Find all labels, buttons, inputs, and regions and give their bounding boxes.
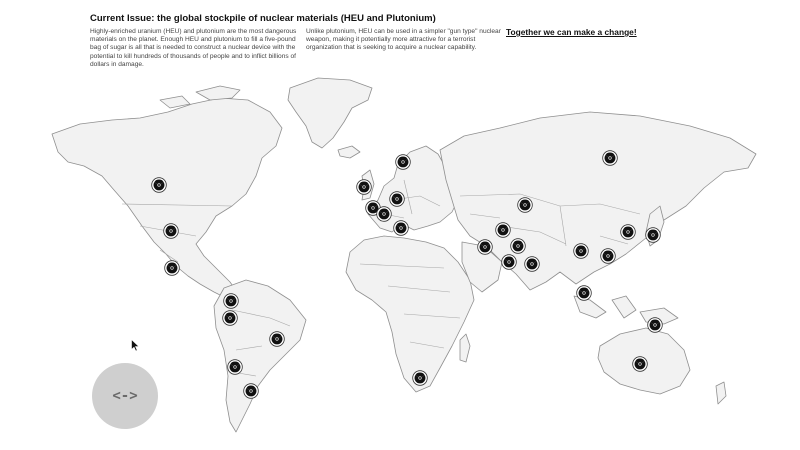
radiation-trefoil-icon bbox=[412, 370, 428, 386]
radiation-marker[interactable] bbox=[376, 206, 392, 222]
left-right-arrows-icon: <-> bbox=[112, 388, 138, 404]
radiation-trefoil-icon bbox=[600, 248, 616, 264]
radiation-trefoil-icon bbox=[602, 150, 618, 166]
map-pan-button[interactable] bbox=[92, 363, 158, 429]
radiation-marker[interactable] bbox=[477, 239, 493, 255]
radiation-marker[interactable] bbox=[517, 197, 533, 213]
radiation-trefoil-icon bbox=[223, 293, 239, 309]
radiation-trefoil-icon bbox=[477, 239, 493, 255]
radiation-marker[interactable] bbox=[632, 356, 648, 372]
radiation-marker[interactable] bbox=[647, 317, 663, 333]
radiation-trefoil-icon bbox=[389, 191, 405, 207]
radiation-trefoil-icon bbox=[517, 197, 533, 213]
radiation-trefoil-icon bbox=[227, 359, 243, 375]
mouse-cursor-icon bbox=[131, 339, 140, 352]
radiation-marker[interactable] bbox=[602, 150, 618, 166]
radiation-trefoil-icon bbox=[395, 154, 411, 170]
radiation-marker[interactable] bbox=[227, 359, 243, 375]
radiation-marker[interactable] bbox=[524, 256, 540, 272]
radiation-marker[interactable] bbox=[222, 310, 238, 326]
radiation-marker[interactable] bbox=[164, 260, 180, 276]
radiation-trefoil-icon bbox=[573, 243, 589, 259]
radiation-marker[interactable] bbox=[395, 154, 411, 170]
radiation-marker[interactable] bbox=[620, 224, 636, 240]
radiation-marker[interactable] bbox=[393, 220, 409, 236]
radiation-trefoil-icon bbox=[495, 222, 511, 238]
radiation-marker[interactable] bbox=[573, 243, 589, 259]
radiation-marker[interactable] bbox=[645, 227, 661, 243]
radiation-marker[interactable] bbox=[510, 238, 526, 254]
radiation-trefoil-icon bbox=[356, 179, 372, 195]
radiation-trefoil-icon bbox=[620, 224, 636, 240]
radiation-trefoil-icon bbox=[645, 227, 661, 243]
radiation-marker[interactable] bbox=[269, 331, 285, 347]
radiation-marker[interactable] bbox=[389, 191, 405, 207]
radiation-marker[interactable] bbox=[495, 222, 511, 238]
greenland bbox=[288, 78, 372, 148]
call-to-action-link[interactable]: Together we can make a change! bbox=[506, 27, 637, 37]
radiation-marker[interactable] bbox=[576, 285, 592, 301]
page-title: Current Issue: the global stockpile of nuclear materials (HEU and Plutonium) bbox=[90, 13, 436, 24]
radiation-marker[interactable] bbox=[243, 383, 259, 399]
radiation-trefoil-icon bbox=[632, 356, 648, 372]
radiation-marker[interactable] bbox=[151, 177, 167, 193]
radiation-trefoil-icon bbox=[393, 220, 409, 236]
radiation-marker[interactable] bbox=[600, 248, 616, 264]
radiation-trefoil-icon bbox=[647, 317, 663, 333]
radiation-trefoil-icon bbox=[151, 177, 167, 193]
radiation-trefoil-icon bbox=[243, 383, 259, 399]
radiation-trefoil-icon bbox=[576, 285, 592, 301]
radiation-marker[interactable] bbox=[223, 293, 239, 309]
radiation-trefoil-icon bbox=[501, 254, 517, 270]
intro-paragraph-left: Highly-enriched uranium (HEU) and plutonium are the most dangerous materials on the planet. Enough HEU and plutonium to fill a five-pound bag of sugar is all that is needed to construct a nuclear device with the potential to kill hundreds of thousands of people and to inflict billions of dollars in damage. bbox=[90, 28, 297, 68]
radiation-trefoil-icon bbox=[376, 206, 392, 222]
radiation-marker[interactable] bbox=[412, 370, 428, 386]
radiation-marker[interactable] bbox=[356, 179, 372, 195]
radiation-trefoil-icon bbox=[163, 223, 179, 239]
radiation-marker[interactable] bbox=[163, 223, 179, 239]
intro-paragraph-right: Unlike plutonium, HEU can be used in a simpler "gun type" nuclear weapon, making it potentially more attractive for a terrorist organization that is seeking to acquire a nuclear capability. bbox=[306, 28, 501, 52]
radiation-marker[interactable] bbox=[501, 254, 517, 270]
radiation-trefoil-icon bbox=[222, 310, 238, 326]
radiation-trefoil-icon bbox=[269, 331, 285, 347]
africa bbox=[346, 236, 474, 392]
radiation-trefoil-icon bbox=[510, 238, 526, 254]
radiation-trefoil-icon bbox=[164, 260, 180, 276]
radiation-trefoil-icon bbox=[524, 256, 540, 272]
